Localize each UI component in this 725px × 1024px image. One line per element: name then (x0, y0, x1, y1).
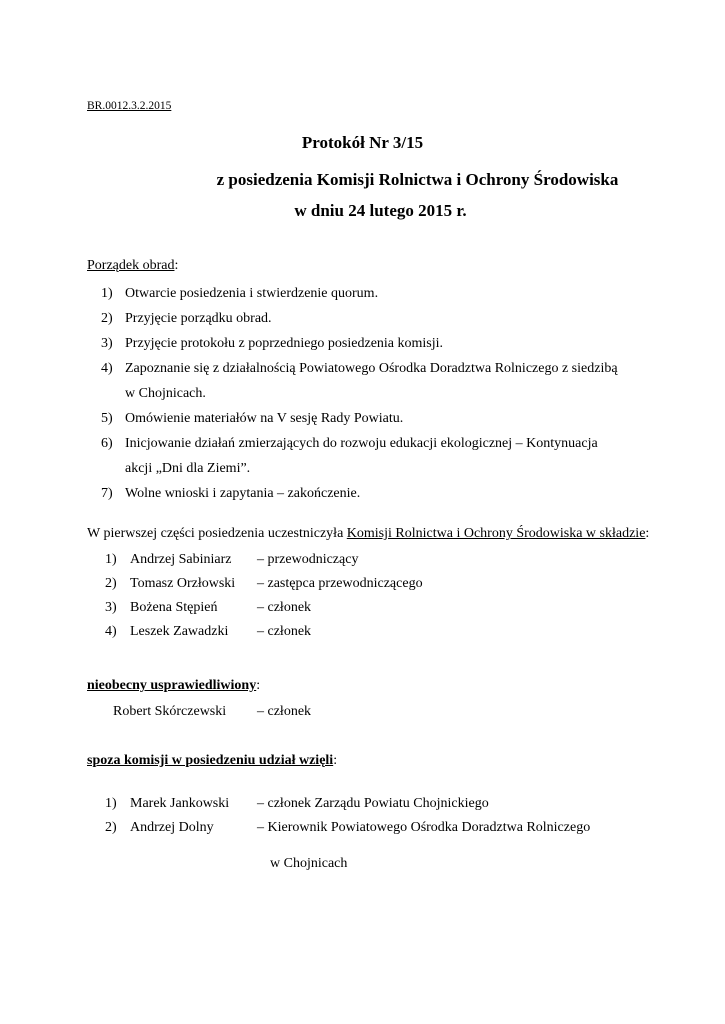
absent-row: Robert Skórczewski – członek (113, 704, 312, 719)
agenda-list (87, 281, 687, 506)
member-row: 3) Bożena Stępień – członek (105, 600, 312, 615)
member-row: 2) Tomasz Orzłowski – zastępca przewodniczącego (105, 576, 423, 591)
composition-intro: W pierwszej części posiedzenia uczestniczyła Komisji Rolnictwa i Ochrony Środowiska w składzie: (87, 526, 650, 541)
guest-role-continuation: w Chojnicach (270, 856, 348, 871)
guests-heading: spoza komisji w posiedzeniu udział wzięli: (87, 753, 338, 768)
agenda-item: 1) Otwarcie posiedzenia i stwierdzenie quorum. (101, 286, 379, 301)
agenda-heading: Porządek obrad: (87, 258, 179, 273)
agenda-item: 2) Przyjęcie porządku obrad. (101, 311, 272, 326)
protocol-date: w dniu 24 lutego 2015 r. (294, 201, 467, 220)
agenda-item: 4) Zapoznanie się z działalnością Powiatowego Ośrodka Doradztwa Rolniczego z siedzibą (101, 361, 618, 376)
agenda-item: 6) Inicjowanie działań zmierzających do rozwoju edukacji ekologicznej – Kontynuacja (101, 436, 598, 451)
members-list (87, 552, 687, 648)
agenda-item: 7) Wolne wnioski i zapytania – zakończenie. (101, 486, 361, 501)
member-row: 1) Andrzej Sabiniarz – przewodniczący (105, 552, 359, 567)
guest-row: 1) Marek Jankowski – członek Zarządu Powiatu Chojnickiego (105, 796, 489, 811)
absent-heading: nieobecny usprawiedliwiony: (87, 678, 261, 693)
agenda-item-continuation: akcji „Dni dla Ziemi”. (125, 461, 251, 476)
absent-list (87, 704, 687, 728)
guests-list (87, 796, 687, 844)
agenda-item: 5) Omówienie materiałów na V sesję Rady Powiatu. (101, 411, 404, 426)
agenda-item-continuation: w Chojnicach. (125, 386, 206, 401)
guest-row: 2) Andrzej Dolny – Kierownik Powiatowego Ośrodka Doradztwa Rolniczego (105, 820, 591, 835)
member-row: 4) Leszek Zawadzki – członek (105, 624, 312, 639)
agenda-item: 3) Przyjęcie protokołu z poprzedniego posiedzenia komisji. (101, 336, 444, 351)
protocol-title: Protokół Nr 3/15 (301, 133, 424, 152)
protocol-subtitle: z posiedzenia Komisji Rolnictwa i Ochrony Środowiska (216, 170, 619, 189)
document-reference: BR.0012.3.2.2015 (87, 100, 172, 112)
